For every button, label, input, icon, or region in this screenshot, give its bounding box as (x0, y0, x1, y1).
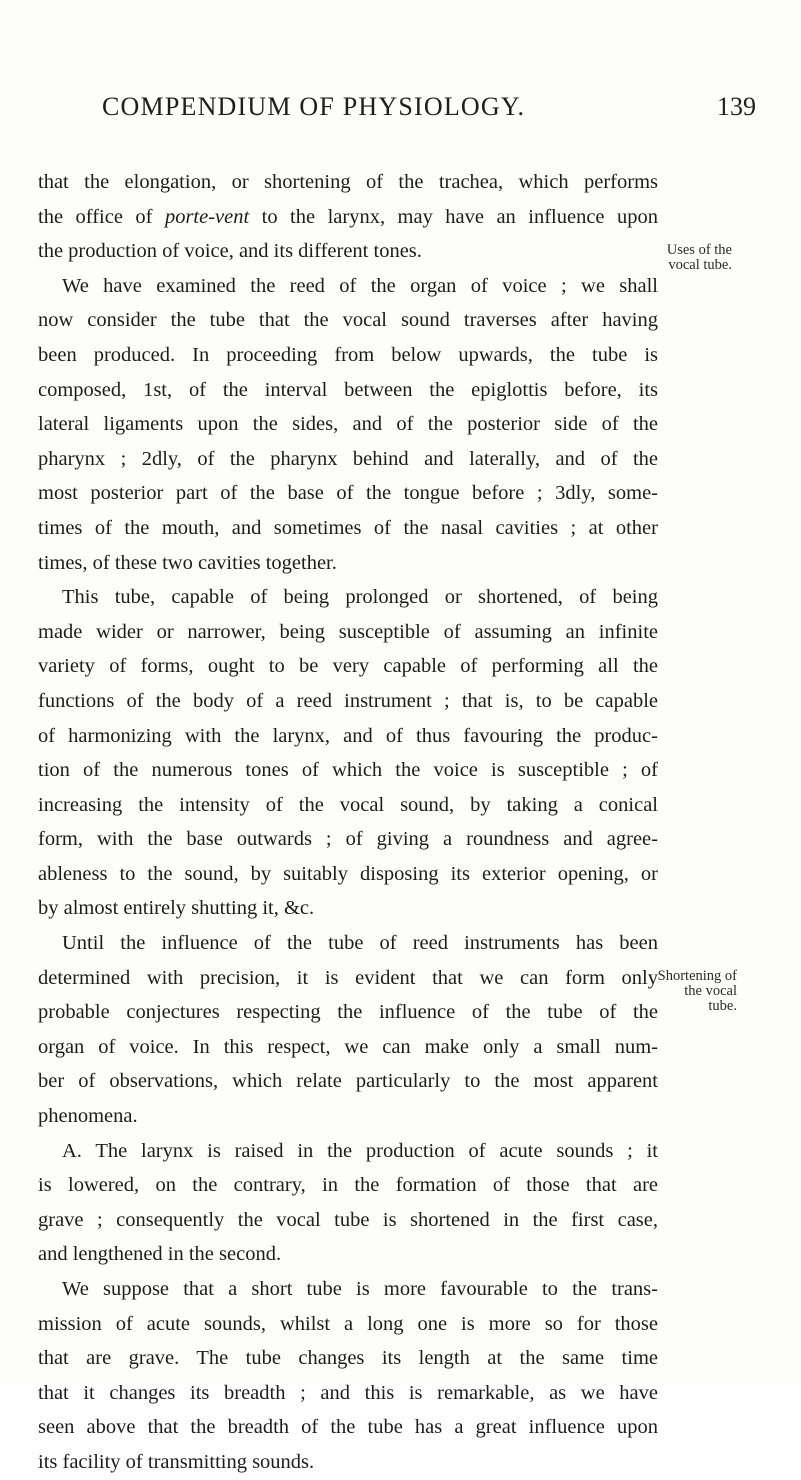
text-line: the production of voice, and its different tones. (38, 240, 422, 263)
margin-note-line: the vocal tube. (684, 983, 737, 1014)
text-line: variety of forms, ought to be very capable of performing all the (38, 655, 658, 678)
text-line: probable conjectures respecting the influence of the tube of the (38, 1001, 658, 1024)
text-line: of harmonizing with the larynx, and of thus favouring the produc- (38, 724, 658, 747)
running-head: COMPENDIUM OF PHYSIOLOGY. (102, 92, 526, 121)
text-line: times, of these two cavities together. (38, 551, 337, 574)
text-line: tion of the numerous tones of which the voice is susceptible ; of (38, 759, 658, 782)
margin-note-shortening-of-vocal-tube (655, 969, 737, 1014)
text-line: its facility of transmitting sounds. (38, 1450, 315, 1473)
text-line: that the elongation, or shortening of the trachea, which performs (38, 171, 658, 193)
margin-note-line: vocal tube. (668, 257, 732, 273)
text-line: seen above that the breadth of the tube has a great influence upon (38, 1416, 658, 1439)
margin-note-line: Shortening of (657, 968, 737, 984)
text-line: now consider the tube that the vocal sound traverses after having (38, 309, 658, 332)
text-line: the office of porte-vent to the larynx, may have an influence upon (38, 205, 658, 228)
text-line: by almost entirely shutting it, &c. (38, 897, 315, 920)
text-line: that are grave. The tube changes its length at the same time (38, 1347, 658, 1370)
text-line: composed, 1st, of the interval between the epiglottis before, its (38, 378, 658, 401)
italic-term: porte-vent (164, 205, 250, 228)
text-line: grave ; consequently the vocal tube is shortened in the first case, (38, 1208, 658, 1231)
text-line: ableness to the sound, by suitably disposing its exterior opening, or (38, 862, 658, 885)
body-text (38, 165, 658, 1480)
text-line: This tube, capable of being prolonged or shortened, of being (62, 586, 658, 609)
text-line: made wider or narrower, being susceptible of assuming an infinite (38, 620, 658, 643)
text-line: lateral ligaments upon the sides, and of the posterior side of the (38, 413, 658, 436)
text-line: mission of acute sounds, whilst a long one is more so for those (38, 1312, 658, 1335)
text-line: phenomena. (38, 1105, 138, 1128)
text-line: been produced. In proceeding from below upwards, the tube is (38, 343, 658, 366)
text-line: and lengthened in the second. (38, 1243, 282, 1266)
margin-note-line: Uses of the (666, 242, 732, 258)
text-line: We have examined the reed of the organ of voice ; we shall (62, 274, 658, 297)
text-line: is lowered, on the contrary, in the formation of those that are (38, 1174, 658, 1197)
margin-note-uses-of-vocal-tube (660, 243, 732, 273)
text-line: that it changes its breadth ; and this is remarkable, as we have (38, 1381, 658, 1404)
text-line: functions of the body of a reed instrument ; that is, to be capable (38, 689, 658, 712)
text-line: A. The larynx is raised in the production of acute sounds ; it (62, 1139, 658, 1162)
text-line: increasing the intensity of the vocal sound, by taking a conical (38, 793, 658, 816)
text-line: pharynx ; 2dly, of the pharynx behind and laterally, and of the (38, 447, 658, 470)
text-line: Until the influence of the tube of reed instruments has been (62, 932, 658, 955)
text-line: most posterior part of the base of the tongue before ; 3dly, some- (38, 482, 658, 505)
text-line: form, with the base outwards ; of giving a roundness and agree- (38, 828, 658, 851)
text-line: determined with precision, it is evident that we can form only (38, 966, 658, 989)
text-line: organ of voice. In this respect, we can make only a small num- (38, 1035, 658, 1058)
page-number: 139 (717, 92, 756, 121)
text-line: times of the mouth, and sometimes of the nasal cavities ; at other (38, 516, 658, 539)
text-line: We suppose that a short tube is more favourable to the trans- (62, 1278, 658, 1300)
text-line: ber of observations, which relate particularly to the most apparent (38, 1070, 658, 1093)
page-header (90, 92, 756, 132)
